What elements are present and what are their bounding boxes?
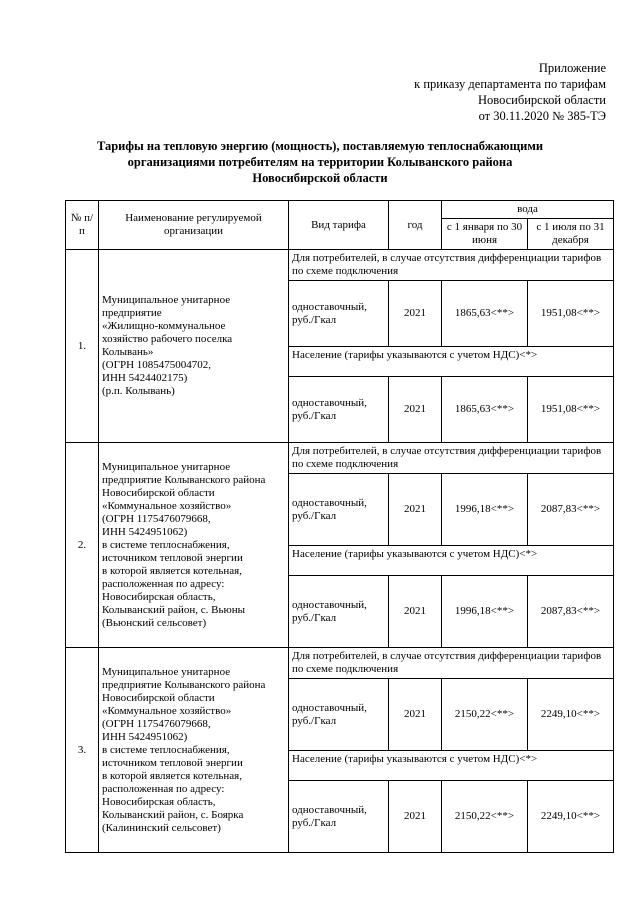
tariff-year: 2021 <box>389 377 442 443</box>
tariff-year: 2021 <box>389 781 442 853</box>
tariff-type: одноставочный, руб./Гкал <box>289 281 389 347</box>
tariff-value-period-1: 1865,63<**> <box>442 377 528 443</box>
header-period-2: с 1 июля по 31 декабря <box>528 219 614 250</box>
header-type: Вид тарифа <box>289 201 389 250</box>
table-row <box>66 443 614 474</box>
tariff-value-period-1: 2150,22<**> <box>442 679 528 751</box>
tariff-type: одноставочный, руб./Гкал <box>289 576 389 648</box>
organization-line: Колыванский район, с. Вьюны <box>102 603 245 616</box>
organization-line: Колыванский район, с. Боярка <box>102 808 244 821</box>
organization-line: хозяйство рабочего поселка <box>102 333 233 345</box>
tariff-year: 2021 <box>389 281 442 347</box>
table-row <box>66 250 614 281</box>
tariff-year: 2021 <box>389 576 442 648</box>
tariff-value-period-2: 2087,83<**> <box>528 576 614 648</box>
tariff-value-period-1: 1996,18<**> <box>442 576 528 648</box>
annex-line: к приказу департамента по тарифам <box>414 77 606 91</box>
organization-line: Колывань» <box>102 346 154 358</box>
row-number: 2. <box>66 443 99 648</box>
organization-line: ИНН 5424402175) <box>102 372 188 384</box>
table-body <box>66 250 614 853</box>
organization-line: в которой является котельная, <box>102 564 242 577</box>
organization-line: (ОГРН 1085475004702, <box>102 359 212 371</box>
row-number: 1. <box>66 250 99 443</box>
tariff-type: одноставочный, руб./Гкал <box>289 474 389 546</box>
header-water: вода <box>442 201 614 219</box>
header-period-1: с 1 января по 30 июня <box>442 219 528 250</box>
organization-line: (Калининский сельсовет) <box>102 821 221 834</box>
consumer-group-label: Для потребителей, в случае отсутствия дифференциации тарифов по схеме подключения <box>289 250 614 281</box>
tariff-value-period-2: 1951,08<**> <box>528 377 614 443</box>
tariff-type: одноставочный, руб./Гкал <box>289 377 389 443</box>
tariff-value-period-1: 2150,22<**> <box>442 781 528 853</box>
annex-line: Приложение <box>538 61 606 75</box>
consumer-group-label: Население (тарифы указываются с учетом НДС)<*> <box>289 546 614 576</box>
organization-line: (р.п. Колывань) <box>102 385 175 397</box>
organization-line: источником тепловой энергии <box>102 551 243 564</box>
organization-line: Новосибирской области <box>102 691 215 704</box>
consumer-group-label: Для потребителей, в случае отсутствия дифференциации тарифов по схеме подключения <box>289 443 614 474</box>
organization-line: расположенная по адресу: <box>102 782 225 795</box>
tariff-value-period-2: 2249,10<**> <box>528 679 614 751</box>
organization-name <box>99 250 289 443</box>
tariff-value-period-1: 1865,63<**> <box>442 281 528 347</box>
organization-name <box>99 443 289 648</box>
annex-block <box>414 60 606 124</box>
organization-line: (ОГРН 1175476079668, <box>102 512 211 525</box>
tariff-value-period-2: 2249,10<**> <box>528 781 614 853</box>
organization-line: в которой является котельная, <box>102 769 242 782</box>
header-year: год <box>389 201 442 250</box>
organization-line: «Коммунальное хозяйство» <box>102 704 232 717</box>
organization-line: в системе теплоснабжения, <box>102 743 230 756</box>
consumer-group-label: Для потребителей, в случае отсутствия дифференциации тарифов по схеме подключения <box>289 648 614 679</box>
organization-line: Новосибирская область, <box>102 590 216 603</box>
table-row <box>66 648 614 679</box>
organization-line: (Вьюнский сельсовет) <box>102 616 207 629</box>
document-title: Тарифы на тепловую энергию (мощность), поставляемую теплоснабжающими организациями потребителям на территории Колыванского района Новосибирской области <box>96 139 544 185</box>
organization-line: предприятие Колыванского района <box>102 678 266 691</box>
organization-line: Муниципальное унитарное <box>102 294 231 306</box>
organization-line: Новосибирская область, <box>102 795 216 808</box>
consumer-group-label: Население (тарифы указываются с учетом НДС)<*> <box>289 751 614 781</box>
tariff-type: одноставочный, руб./Гкал <box>289 679 389 751</box>
organization-line: в системе теплоснабжения, <box>102 538 230 551</box>
tariff-year: 2021 <box>389 474 442 546</box>
organization-line: Муниципальное унитарное <box>102 665 231 678</box>
organization-line: Муниципальное унитарное <box>102 460 231 473</box>
tariff-value-period-2: 1951,08<**> <box>528 281 614 347</box>
organization-line: предприятие <box>102 307 162 319</box>
header-num: № п/п <box>66 201 99 250</box>
organization-line: предприятие Колыванского района <box>102 473 266 486</box>
tariff-value-period-1: 1996,18<**> <box>442 474 528 546</box>
organization-line: «Жилищно-коммунальное <box>102 320 226 332</box>
tariff-year: 2021 <box>389 679 442 751</box>
organization-name <box>99 648 289 853</box>
annex-line: Новосибирской области <box>477 93 606 107</box>
organization-line: Новосибирской области <box>102 486 215 499</box>
consumer-group-label: Население (тарифы указываются с учетом НДС)<*> <box>289 347 614 377</box>
organization-line: ИНН 5424951062) <box>102 525 188 538</box>
row-number: 3. <box>66 648 99 853</box>
organization-line: «Коммунальное хозяйство» <box>102 499 232 512</box>
tariff-type: одноставочный, руб./Гкал <box>289 781 389 853</box>
organization-line: ИНН 5424951062) <box>102 730 188 743</box>
tariff-value-period-2: 2087,83<**> <box>528 474 614 546</box>
annex-line: от 30.11.2020 № 385-ТЭ <box>478 109 606 123</box>
header-org: Наименование регулируемой организации <box>99 201 289 250</box>
organization-line: расположенная по адресу: <box>102 577 225 590</box>
organization-line: (ОГРН 1175476079668, <box>102 717 211 730</box>
tariff-table <box>65 200 614 853</box>
organization-line: источником тепловой энергии <box>102 756 243 769</box>
